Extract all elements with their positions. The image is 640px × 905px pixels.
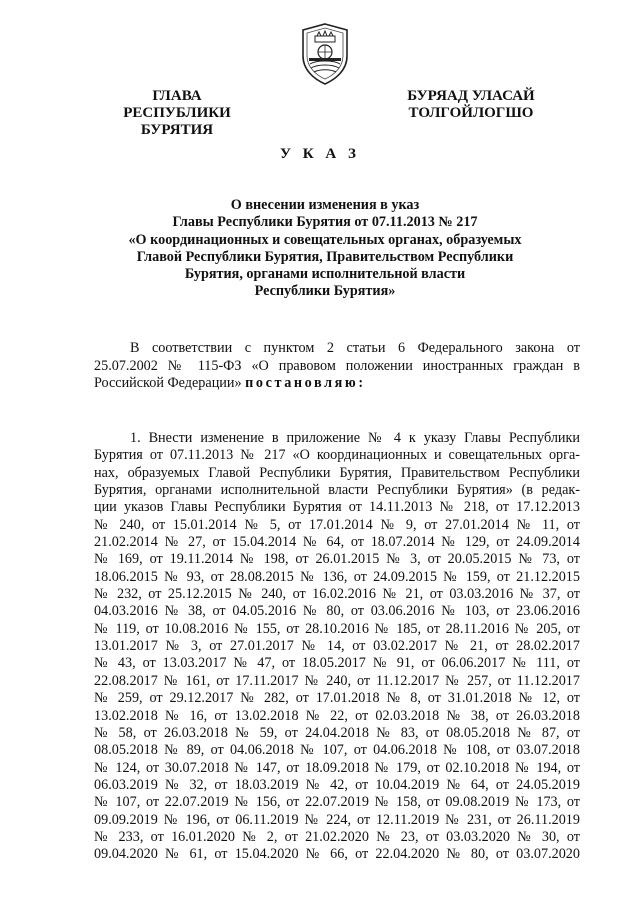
paragraph-line: № 233, от 16.01.2020 № 2, от 21.02.2020 № 23, от 03.03.2020 № 30, от (94, 828, 580, 845)
paragraph-line: № 232, от 25.12.2015 № 240, от 16.02.2016 № 21, от 03.03.2016 № 37, от (94, 586, 580, 603)
paragraph-1 (94, 430, 580, 864)
header-left-line1: ГЛАВА (152, 88, 202, 104)
paragraph-line: 06.03.2019 № 32, от 18.03.2019 № 42, от 10.04.2019 № 64, от 24.05.2019 (94, 776, 580, 793)
paragraph-line: № 119, от 10.08.2016 № 155, от 28.10.2016 № 185, от 28.11.2016 № 205, от (94, 620, 580, 637)
subject-line: Главой Республики Бурятия, Правительством Республики (136, 248, 514, 265)
subject-line: Республики Бурятия» (254, 283, 396, 300)
paragraph-line: 09.04.2020 № 61, от 15.04.2020 № 66, от 22.04.2020 № 80, от 03.07.2020 (94, 846, 580, 863)
paragraph-line: 22.08.2017 № 161, от 17.11.2017 № 240, от 11.12.2017 № 257, от 11.12.2017 (94, 672, 580, 689)
subject-line: Бурятия, органами исполнительной власти (184, 266, 466, 283)
document-title: У К А З (280, 146, 360, 162)
preamble-text: Российской Федерации» (94, 375, 246, 391)
paragraph-line: 13.01.2017 № 3, от 27.01.2017 № 14, от 03.02.2017 № 21, от 28.02.2017 (94, 638, 580, 655)
header-right-line2: ТОЛГОЙЛОГШО (408, 105, 534, 121)
document-subject (100, 197, 550, 301)
paragraph-line: 18.06.2015 № 93, от 28.08.2015 № 136, от 24.09.2015 № 159, от 21.12.2015 (94, 568, 580, 585)
preamble-line (94, 375, 580, 393)
paragraph-line: № 124, от 30.07.2018 № 147, от 18.09.2018 № 179, от 02.10.2018 № 194, от (94, 759, 580, 776)
paragraph-line: № 43, от 13.03.2017 № 47, от 18.05.2017 № 91, от 06.06.2017 № 111, от (94, 655, 580, 672)
subject-line: Главы Республики Бурятия от 07.11.2013 № 217 (172, 214, 478, 231)
paragraph-line: Бурятия, органами исполнительной власти Республики Бурятия» (в редак- (94, 482, 580, 499)
paragraph-line: № 107, от 22.07.2019 № 156, от 22.07.2019 № 158, от 09.08.2019 № 173, от (94, 794, 580, 811)
subject-line: О внесении изменения в указ (230, 197, 420, 213)
paragraph-line: 08.05.2018 № 89, от 04.06.2018 № 107, от 04.06.2018 № 108, от 03.07.2018 (94, 742, 580, 759)
preamble-line: 25.07.2002 № 115-ФЗ «О правовом положении иностранных граждан в (94, 357, 580, 374)
coat-of-arms-emblem (296, 22, 354, 86)
paragraph-line: ции указов Главы Республики Бурятия от 14.11.2013 № 218, от 17.12.2013 (94, 499, 580, 516)
decree-word: постановляю: (245, 375, 366, 391)
header-right (386, 88, 556, 122)
subject-line: «О координационных и совещательных органах, образуемых (128, 231, 522, 248)
paragraph-line: 09.09.2019 № 196, от 06.11.2019 № 224, от 12.11.2019 № 231, от 26.11.2019 (94, 811, 580, 828)
preamble (94, 340, 580, 393)
header-left (92, 88, 262, 139)
paragraph-line: 21.02.2014 № 27, от 15.04.2014 № 64, от 18.07.2014 № 129, от 24.09.2014 (94, 534, 580, 551)
paragraph-line: 13.02.2018 № 16, от 13.02.2018 № 22, от 02.03.2018 № 38, от 26.03.2018 (94, 707, 580, 724)
paragraph-line: 04.03.2016 № 38, от 04.05.2016 № 80, от 03.06.2016 № 103, от 23.06.2016 (94, 603, 580, 620)
paragraph-line: № 169, от 19.11.2014 № 198, от 26.01.2015 № 3, от 20.05.2015 № 73, от (94, 551, 580, 568)
paragraph-line: № 58, от 26.03.2018 № 59, от 24.04.2018 № 83, от 08.05.2018 № 87, от (94, 724, 580, 741)
header-left-line2: РЕСПУБЛИКИ БУРЯТИЯ (123, 105, 231, 138)
paragraph-line: № 240, от 15.01.2014 № 5, от 17.01.2014 № 9, от 27.01.2014 № 11, от (94, 516, 580, 533)
paragraph-line: Бурятия от 07.11.2013 № 217 «О координационных и совещательных орга- (94, 447, 580, 464)
header-right-line1: БУРЯАД УЛАСАЙ (407, 88, 535, 104)
paragraph-line: № 259, от 29.12.2017 № 282, от 17.01.2018 № 8, от 31.01.2018 № 12, от (94, 690, 580, 707)
paragraph-line: нах, образуемых Главой Республики Бурятия, Правительством Республики (94, 464, 580, 481)
preamble-line: В соответствии с пунктом 2 статьи 6 Федерального закона от (130, 340, 580, 356)
paragraph-line: 1. Внести изменение в приложение № 4 к указу Главы Республики (130, 430, 580, 446)
